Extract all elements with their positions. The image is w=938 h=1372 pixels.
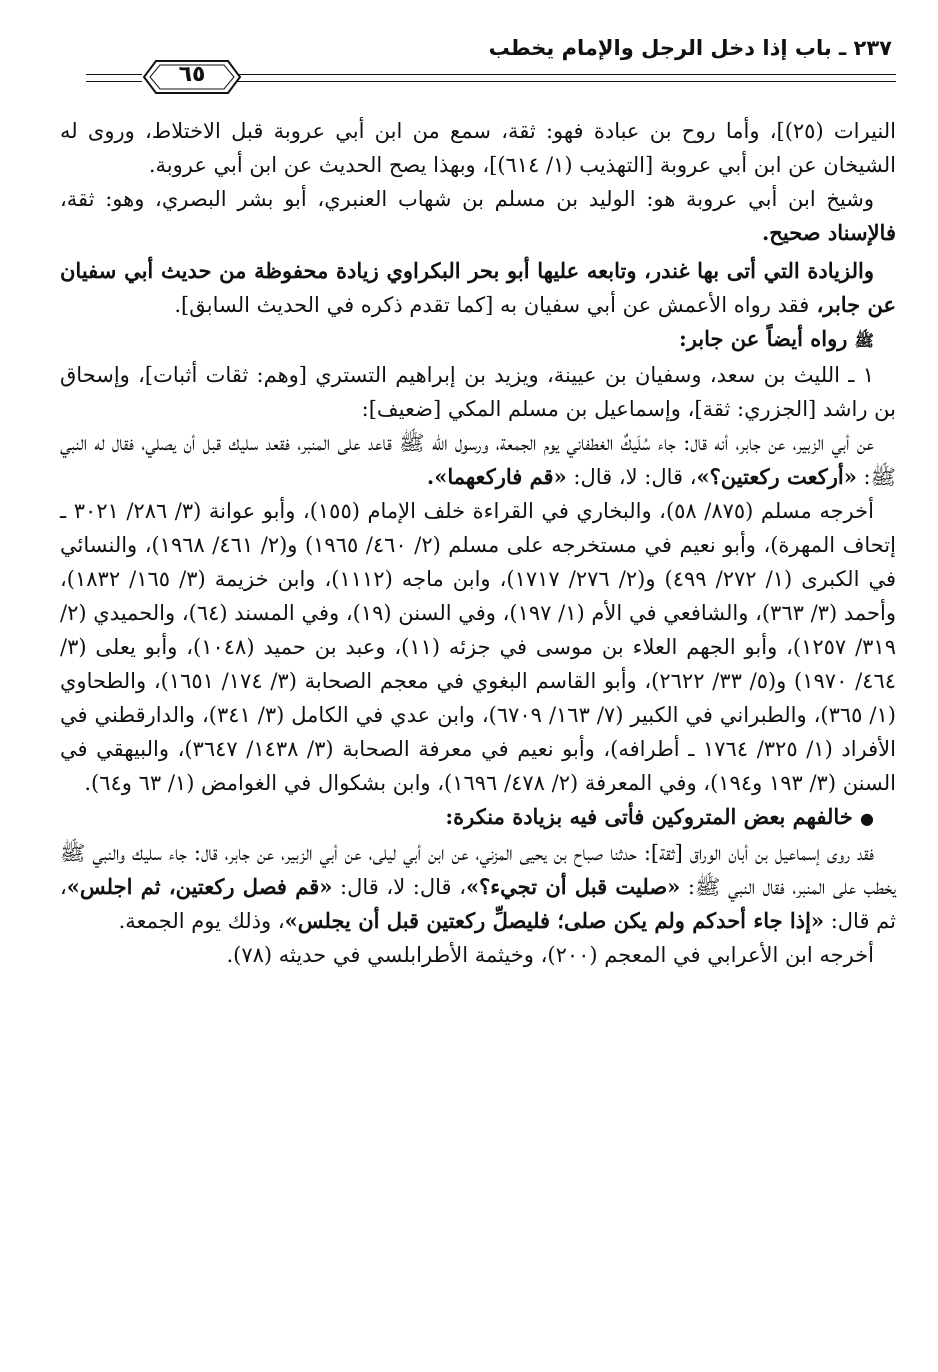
quote-3: «صليت قبل أن تجيء؟» [466,874,681,899]
hadith-text-4: ، قال: لا، قال: [332,875,466,899]
paragraph-1: النيرات (٢٥)]، وأما روح بن عبادة فهو: ثقة، سمع من ابن أبي عروبة قبل الاختلاط، وروى له الشيخان عن ابن أبي عروبة [التهذيب (١/ ٦١٤)]، وبهذا يصح الحديث عن ابن أبي عروبة. [60,119,896,177]
hadith-text-3: فقد روى إسماعيل بن أبان الوراق [ثقة]: حدثنا صباح بن يحيى المزني، عن ابن أبي ليلى، عن أبي الزبير، عن جابر، قال: جاء سليك والنبي ﷺ يخطب على المنبر، فقال النبي ﷺ: [60,841,896,899]
section-heading-2-text: خالفهم بعض المتروكين فأتى فيه بزيادة منكرة: [445,804,853,829]
paragraph-3-bold: والزيادة التي أتى بها غندر، وتابعه عليها أبو بحر البكراوي زيادة محفوظة من حديث أبي سفيان عن جابر، [60,258,896,317]
page-body [60,114,896,972]
quote-2: «قم فاركعهما». [426,464,567,489]
page-number-badge [142,59,242,95]
bullet-icon: ● [860,809,874,828]
flower-icon: ﷺ [854,331,874,350]
hadith-text-2: ، قال: لا، قال: [566,465,697,489]
quote-1: «أركعت ركعتين؟» [696,464,857,489]
page-header [60,34,896,98]
paragraph-2-text: وشيخ ابن أبي عروبة هو: الوليد بن مسلم بن شهاب العنبري، أبو بشر البصري، وهو: ثقة، [60,187,874,211]
section-heading-1 [60,322,896,358]
verdict-text: فالإسناد صحيح. [762,220,896,245]
paragraph-6-citations: أخرجه مسلم (٨٧٥/ ٥٨)، والبخاري في القراءة خلف الإمام (١٥٥)، وأبو عوانة (٣/ ٢٨٦/ ٣٠٢١ ـ إتحاف المهرة)، وأبو نعيم في مستخرجه على مسلم (٢/ ٤٦٠/ ١٩٦٥) و(٢/ ٤٦١/ ١٩٦٨)، والنسائي في الكبرى (١/ ٢٧٢/ ٤٩٩) و(٢/ ٢٧٦/ ١٧١٧)، وابن ماجه (١١١٢)، وابن خزيمة (٣/ ١٦٥/ ١٨٣٢)، وأحمد (٣/ ٣٦٣)، والشافعي في الأم (١/ ١٩٧)، وفي السنن (١٩)، وفي المسند (٦٤)، والحميدي (٢/ ٣١٩/ ١٢٥٧)، وأبو الجهم العلاء بن موسى في جزئه (١١)، وعبد بن حميد (١٠٤٨)، وأبو يعلى (٣/ ٤٦٤/ ١٩٧٠) و(٥/ ٣٣/ ٢٦٢٢)، وأبو القاسم البغوي في معجم الصحابة (٣/ ١٧٤/ ١٦٥١)، والطحاوي (١/ ٣٦٥)، والطبراني في الكبير (٧/ ١٦٣/ ٦٧٠٩)، وابن عدي في الكامل (٣/ ٣٤١)، والدارقطني في الأفراد (١/ ٣٢٥/ ١٧٦٤ ـ أطرافه)، وأبو نعيم في معرفة الصحابة (٣/ ١٤٣٨/ ٣٦٤٧)، والبيهقي في السنن (٣/ ١٩٣ و١٩٤)، وفي المعرفة (٢/ ٤٧٨/ ١٦٩٦)، وابن بشكوال في الغوامض (١/ ٦٣ و٦٤). [60,499,897,795]
header-rule [236,74,896,82]
page-number: ٦٥ [178,62,206,87]
paragraph-2 [60,182,896,250]
header-rule-left [86,74,142,82]
paragraph-8: أخرجه ابن الأعرابي في المعجم (٢٠٠)، وخيثمة الأطرابلسي في حديثه (٧٨). [226,943,874,967]
running-title: ٢٣٧ ـ باب إذا دخل الرجل والإمام يخطب [488,36,892,60]
section-heading-1-text: رواه أيضاً عن جابر: [678,326,848,351]
paragraph-3 [60,254,896,322]
quote-4: «قم فصل ركعتين، ثم اجلس» [66,874,333,899]
paragraph-7 [60,836,896,938]
paragraph-5 [60,426,896,494]
hadith-text-6: ، وذلك يوم الجمعة. [118,909,285,933]
paragraph-3-text: فقد رواه الأعمش عن أبي سفيان به [كما تقدم ذكره في الحديث السابق]. [174,293,810,317]
quote-5: «إذا جاء أحدكم ولم يكن صلى؛ فليصلِّ ركعتين قبل أن يجلس» [284,908,825,933]
section-heading-2 [60,800,896,836]
paragraph-4: ١ ـ الليث بن سعد، وسفيان بن عيينة، ويزيد بن إبراهيم التستري [وهم: ثقات أثبات]، وإسحاق بن راشد [الجزري: ثقة]، وإسماعيل بن مسلم المكي [ضعيف]: [60,363,896,421]
hadith-text-5: ، ثم قال: [60,875,896,933]
hadith-text: عن أبي الزبير، عن جابر، أنه قال: جاء سُلَيكٌ الغطفاني يوم الجمعة، ورسول الله ﷺ قاعد على المنبر، فقعد سليك قبل أن يصلي، فقال له النبي ﷺ: [60,431,896,489]
